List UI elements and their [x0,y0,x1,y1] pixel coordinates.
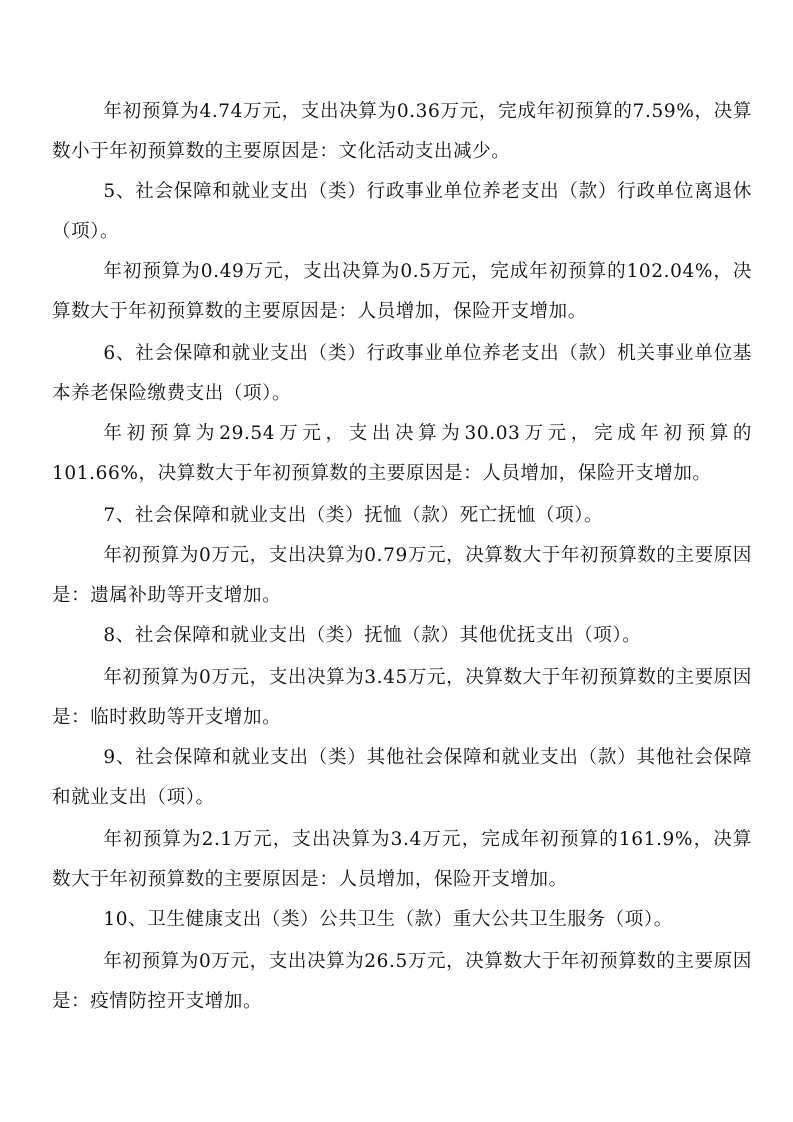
paragraph-item-9-budget: 年初预算为2.1万元，支出决算为3.4万元，完成年初预算的161.9%，决算数大于年初预算数的主要原因是：人员增加，保险开支增加。 [52,829,752,890]
paragraph-item-5-budget: 年初预算为0.49万元，支出决算为0.5万元，完成年初预算的102.04%，决算数大于年初预算数的主要原因是：人员增加，保险开支增加。 [52,261,752,322]
paragraph-item-8-budget: 年初预算为0万元，支出决算为3.45万元，决算数大于年初预算数的主要原因是：临时救助等开支增加。 [52,667,752,728]
heading-item-10: 10、卫生健康支出（类）公共卫生（款）重大公共卫生服务（项）。 [103,909,673,930]
heading-item-8: 8、社会保障和就业支出（类）抚恤（款）其他优抚支出（项）。 [103,625,642,646]
heading-item-7: 7、社会保障和就业支出（类）抚恤（款）死亡抚恤（项）。 [103,505,604,526]
heading-item-9: 9、社会保障和就业支出（类）其他社会保障和就业支出（款）其他社会保障和就业支出（项）。 [52,747,752,808]
paragraph-item-6-budget: 年初预算为29.54万元，支出决算为30.03万元，完成年初预算的101.66%，决算数大于年初预算数的主要原因是：人员增加，保险开支增加。 [52,423,752,484]
paragraph-item-10-budget: 年初预算为0万元，支出决算为26.5万元，决算数大于年初预算数的主要原因是：疫情防控开支增加。 [52,951,752,1012]
heading-item-6: 6、社会保障和就业支出（类）行政事业单位养老支出（款）机关事业单位基本养老保险缴费支出（项）。 [52,343,752,404]
heading-item-5: 5、社会保障和就业支出（类）行政事业单位养老支出（款）行政单位离退休（项）。 [52,181,752,242]
paragraph-culture-budget: 年初预算为4.74万元，支出决算为0.36万元，完成年初预算的7.59%，决算数小于年初预算数的主要原因是：文化活动支出减少。 [52,101,752,162]
paragraph-item-7-budget: 年初预算为0万元，支出决算为0.79万元，决算数大于年初预算数的主要原因是：遗属补助等开支增加。 [52,545,752,606]
